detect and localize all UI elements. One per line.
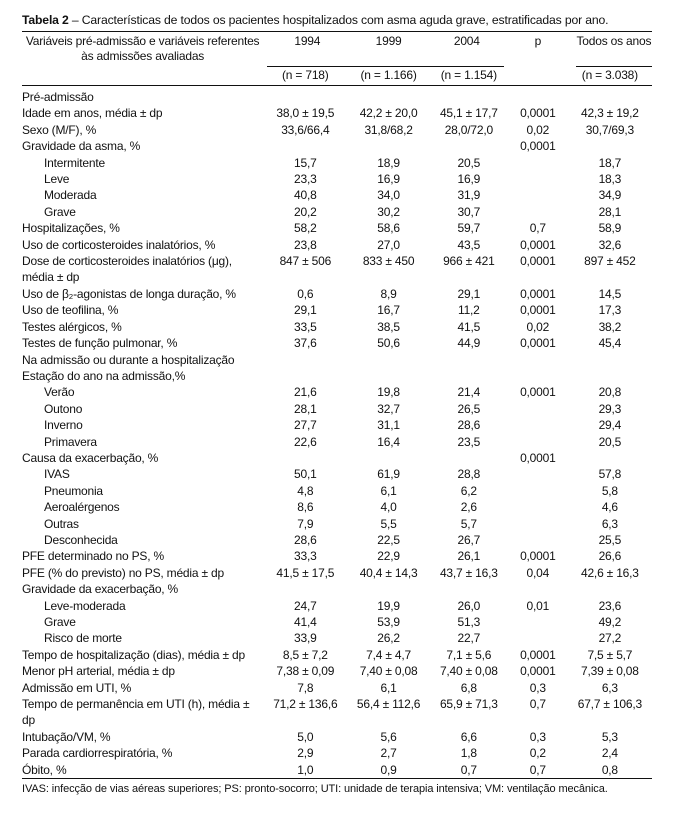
table-row <box>22 499 652 515</box>
value-all-years: 29,4 <box>598 418 622 433</box>
value-1994: 24,7 <box>294 598 317 613</box>
value-2004: 1,8 <box>460 746 477 761</box>
row-label: Risco de morte <box>44 631 122 646</box>
value-2004: 65,9 ± 71,3 <box>439 697 498 712</box>
patients-table <box>22 31 652 779</box>
row-label: PFE (% do previsto) no PS, média ± dp <box>22 565 224 580</box>
p-value <box>508 499 568 515</box>
p-value: 0,3 <box>529 680 546 695</box>
value-1994: 37,6 <box>294 336 317 351</box>
p-value: 0,0001 <box>520 385 556 400</box>
value-1999: 5,5 <box>380 516 397 531</box>
value-1999: 31,8/68,2 <box>364 122 413 137</box>
value-2004: 41,5 <box>457 319 481 334</box>
value-2004: 51,3 <box>457 615 481 629</box>
value-2004: 22,7 <box>457 631 481 646</box>
value-all-years: 5,8 <box>601 483 618 498</box>
table-row <box>22 204 652 220</box>
value-1999: 22,5 <box>377 532 400 547</box>
row-label: Tempo de hospitalização (dias), média ± dp <box>22 647 245 662</box>
value-1999: 16,9 <box>377 172 400 187</box>
value-1994: 33,9 <box>294 631 317 646</box>
value-2004: 966 ± 421 <box>443 254 495 269</box>
value-1999: 16,4 <box>377 434 400 449</box>
row-label: Admissão em UTI, % <box>22 680 132 695</box>
value-1994: 33,5 <box>294 319 317 334</box>
value-2004: 26,5 <box>457 401 481 416</box>
row-label: Outono <box>44 401 83 416</box>
row-label: Testes alérgicos, % <box>22 319 122 334</box>
n-1999: (n = 1.166) <box>360 68 417 82</box>
row-label: Primavera <box>44 434 97 449</box>
n-2004: (n = 1.154) <box>440 68 497 82</box>
value-1999: 53,9 <box>377 615 400 629</box>
row-label: Intermitente <box>44 155 105 170</box>
value-2004: 11,2 <box>457 303 480 318</box>
value-2004 <box>430 352 508 368</box>
value-1999: 31,1 <box>377 418 400 433</box>
value-1994: 8,5 ± 7,2 <box>282 647 328 662</box>
value-1999 <box>347 138 429 154</box>
value-2004: 43,7 ± 16,3 <box>439 565 498 580</box>
table-row <box>22 237 652 253</box>
value-2004 <box>430 368 508 384</box>
value-2004: 5,7 <box>460 516 477 531</box>
table-row <box>22 745 652 761</box>
value-2004: 45,1 ± 17,7 <box>439 106 498 121</box>
value-1994: 40,8 <box>294 188 317 203</box>
p-value <box>508 581 568 597</box>
value-1999: 42,2 ± 20,0 <box>359 106 418 121</box>
value-1994 <box>263 450 347 466</box>
p-value <box>508 86 568 106</box>
value-all-years: 14,5 <box>598 286 622 301</box>
table-row <box>22 630 652 646</box>
value-2004 <box>430 86 508 106</box>
p-value: 0,02 <box>526 122 550 137</box>
value-2004 <box>430 450 508 466</box>
table-container <box>22 12 652 795</box>
value-all-years: 67,7 ± 106,3 <box>577 697 642 712</box>
row-label: Desconhecida <box>44 532 118 547</box>
value-1994: 28,6 <box>294 532 317 547</box>
value-1994 <box>263 86 347 106</box>
value-2004: 6,8 <box>460 680 477 695</box>
row-label: Na admissão ou durante a hospitalização <box>22 352 235 367</box>
value-2004: 20,5 <box>457 155 481 170</box>
header-p: p <box>534 34 542 48</box>
p-value <box>508 401 568 417</box>
value-1994: 41,4 <box>294 615 317 629</box>
table-row <box>22 253 652 286</box>
p-value: 0,04 <box>526 565 550 580</box>
value-1999: 2,7 <box>380 746 397 761</box>
p-value <box>508 614 568 630</box>
p-value: 0,0001 <box>520 254 556 269</box>
row-label: Leve-moderada <box>44 598 126 613</box>
row-label: Hospitalizações, % <box>22 221 120 236</box>
table-row <box>22 532 652 548</box>
p-value <box>508 204 568 220</box>
value-1994: 23,3 <box>294 172 317 187</box>
value-1994: 27,7 <box>294 418 317 433</box>
table-row <box>22 368 652 384</box>
value-1994: 7,9 <box>297 516 314 531</box>
value-all-years: 0,8 <box>601 762 618 777</box>
p-value <box>508 630 568 646</box>
value-all-years: 20,8 <box>598 385 622 400</box>
value-1994: 33,3 <box>294 549 317 564</box>
p-value <box>508 516 568 532</box>
value-1994: 33,6/66,4 <box>281 122 330 137</box>
row-label: Uso de corticosteroides inalatórios, % <box>22 237 216 252</box>
value-1999 <box>347 86 429 106</box>
row-label: Dose de corticosteroides inalatórios (μg), média ± dp <box>22 254 232 285</box>
value-all-years: 18,7 <box>598 155 622 170</box>
value-all-years: 17,3 <box>598 303 622 318</box>
value-1994: 847 ± 506 <box>279 254 332 269</box>
value-all-years: 6,3 <box>601 680 618 695</box>
value-all-years <box>568 368 652 384</box>
table-row <box>22 319 652 335</box>
value-1999: 61,9 <box>377 467 400 482</box>
p-value <box>508 155 568 171</box>
row-label: IVAS <box>44 467 70 482</box>
p-value: 0,3 <box>529 729 546 744</box>
value-1999: 40,4 ± 14,3 <box>359 565 418 580</box>
p-value: 0,0001 <box>520 286 556 301</box>
p-value: 0,7 <box>529 221 546 236</box>
header-1999: 1999 <box>347 34 429 67</box>
p-value: 0,0001 <box>520 106 556 121</box>
table-row <box>22 647 652 663</box>
row-label: Óbito, % <box>22 762 67 777</box>
p-value <box>508 417 568 433</box>
value-2004: 28,0/72,0 <box>444 122 493 137</box>
value-1994: 5,0 <box>297 729 314 744</box>
p-value: 0,0001 <box>520 336 556 351</box>
p-value: 0,0001 <box>520 450 556 465</box>
table-row <box>22 335 652 351</box>
value-1994: 23,8 <box>294 237 317 252</box>
value-2004: 6,2 <box>460 483 477 498</box>
value-1994: 29,1 <box>294 303 317 318</box>
row-label: Sexo (M/F), % <box>22 122 97 137</box>
row-label: Outras <box>44 516 79 531</box>
value-2004: 0,7 <box>460 762 477 777</box>
value-1994: 22,6 <box>294 434 317 449</box>
p-value <box>508 483 568 499</box>
row-label: Inverno <box>44 418 83 433</box>
table-row <box>22 105 652 121</box>
table-row <box>22 663 652 679</box>
value-1999 <box>347 581 429 597</box>
table-row <box>22 434 652 450</box>
p-value <box>508 466 568 482</box>
p-value <box>508 171 568 187</box>
table-label: Tabela 2 <box>22 13 69 27</box>
value-2004: 43,5 <box>457 237 481 252</box>
row-label: Gravidade da exacerbação, % <box>22 582 179 597</box>
value-all-years: 26,6 <box>598 549 622 564</box>
value-1999: 32,7 <box>377 401 400 416</box>
table-row <box>22 565 652 581</box>
value-1999: 19,9 <box>377 598 400 613</box>
row-label: Leve <box>44 172 70 187</box>
value-1999 <box>347 450 429 466</box>
value-all-years: 5,3 <box>601 729 618 744</box>
value-2004 <box>430 581 508 597</box>
row-label: Uso de β₂-agonistas de longa duração, % <box>22 286 236 301</box>
p-value: 0,02 <box>526 319 550 334</box>
table-row <box>22 352 652 368</box>
p-value: 0,0001 <box>520 664 556 679</box>
value-all-years: 38,2 <box>598 319 622 334</box>
value-2004: 7,40 ± 0,08 <box>439 664 498 679</box>
value-all-years: 30,7/69,3 <box>585 122 634 137</box>
value-all-years: 23,6 <box>598 598 622 613</box>
table-row <box>22 450 652 466</box>
value-1999: 30,2 <box>377 204 400 219</box>
value-1999: 0,9 <box>380 762 397 777</box>
value-all-years: 58,9 <box>598 221 622 236</box>
p-value <box>508 352 568 368</box>
p-value <box>508 532 568 548</box>
n-1994: (n = 718) <box>282 68 329 82</box>
row-label: Grave <box>44 204 76 219</box>
row-label: Gravidade da asma, % <box>22 139 141 154</box>
value-1994: 4,8 <box>297 483 314 498</box>
table-footnote: IVAS: infecção de vias aéreas superiores; PS: pronto-socorro; UTI: unidade de terapia intensiva; VM: ventilação mecânica. <box>22 783 608 796</box>
value-2004: 26,7 <box>457 532 481 547</box>
table-row <box>22 548 652 564</box>
table-row <box>22 401 652 417</box>
value-2004: 28,6 <box>457 418 481 433</box>
table-row <box>22 762 652 779</box>
p-value: 0,0001 <box>520 139 556 154</box>
value-1994 <box>263 138 347 154</box>
row-label: Aeroalérgenos <box>44 500 120 515</box>
table-row <box>22 516 652 532</box>
value-1999: 6,1 <box>380 680 397 695</box>
value-all-years: 897 ± 452 <box>584 254 636 269</box>
header-2004: 2004 <box>430 34 504 67</box>
table-row <box>22 187 652 203</box>
value-2004: 6,6 <box>460 729 477 744</box>
value-2004: 21,4 <box>457 385 481 400</box>
value-all-years: 6,3 <box>601 516 618 531</box>
value-all-years: 4,6 <box>601 500 618 515</box>
value-1999: 27,0 <box>377 237 400 252</box>
table-row <box>22 696 652 729</box>
value-2004: 28,8 <box>457 467 481 482</box>
value-1999: 18,9 <box>377 155 400 170</box>
value-1999 <box>347 368 429 384</box>
value-all-years <box>568 138 652 154</box>
table-row <box>22 614 652 630</box>
value-1994: 50,1 <box>294 467 317 482</box>
row-label: Testes de função pulmonar, % <box>22 336 178 351</box>
value-all-years <box>568 352 652 368</box>
p-value: 0,0001 <box>520 237 556 252</box>
value-all-years: 7,5 ± 5,7 <box>587 647 633 662</box>
table-row <box>22 680 652 696</box>
table-row <box>22 155 652 171</box>
p-value: 0,7 <box>529 762 546 777</box>
table-row <box>22 581 652 597</box>
value-2004: 16,9 <box>457 172 481 187</box>
row-label: Menor pH arterial, média ± dp <box>22 664 175 679</box>
header-all-years: Todos os anos <box>576 34 652 67</box>
table-row <box>22 122 652 138</box>
value-all-years <box>568 581 652 597</box>
value-1999: 22,9 <box>377 549 400 564</box>
header-1994: 1994 <box>267 34 347 67</box>
value-all-years: 45,4 <box>598 336 622 351</box>
value-all-years: 7,39 ± 0,08 <box>580 664 639 679</box>
value-2004: 7,1 ± 5,6 <box>446 647 492 662</box>
value-all-years: 29,3 <box>598 401 622 416</box>
value-all-years: 2,4 <box>601 746 618 761</box>
header-variables: Variáveis pré-admissão e variáveis referentes às admissões avaliadas <box>22 32 263 86</box>
p-value: 0,2 <box>529 746 546 761</box>
value-1994: 2,9 <box>297 746 314 761</box>
value-1994: 0,6 <box>297 286 314 301</box>
value-2004: 26,1 <box>457 549 481 564</box>
value-2004: 30,7 <box>457 204 481 219</box>
value-1999: 5,6 <box>380 729 397 744</box>
row-label: Pneumonia <box>44 483 103 498</box>
value-1999: 38,5 <box>377 319 400 334</box>
table-caption <box>22 12 652 28</box>
p-value: 0,0001 <box>520 303 556 318</box>
value-all-years: 18,3 <box>598 172 622 187</box>
row-label: Intubação/VM, % <box>22 729 111 744</box>
value-1994: 21,6 <box>294 385 317 400</box>
table-row <box>22 384 652 400</box>
value-all-years: 49,2 <box>598 615 622 629</box>
row-label: Moderada <box>44 188 97 203</box>
table-row <box>22 86 652 106</box>
value-2004: 2,6 <box>460 500 477 515</box>
value-1994: 38,0 ± 19,5 <box>276 106 335 121</box>
value-1994: 20,2 <box>294 204 317 219</box>
value-1999: 58,6 <box>377 221 400 236</box>
row-label: Uso de teofilina, % <box>22 303 119 318</box>
value-1994: 41,5 ± 17,5 <box>276 565 335 580</box>
p-value: 0,0001 <box>520 647 556 662</box>
value-1999: 50,6 <box>377 336 400 351</box>
value-1994: 8,6 <box>297 500 314 515</box>
row-label: Causa da exacerbação, % <box>22 450 159 465</box>
caption-text: – Características de todos os pacientes hospitalizados com asma aguda grave, estratificadas por ano. <box>68 13 609 27</box>
value-all-years <box>568 450 652 466</box>
value-1994 <box>263 581 347 597</box>
value-1994: 1,0 <box>297 762 314 777</box>
value-1994: 71,2 ± 136,6 <box>273 697 338 712</box>
table-row <box>22 138 652 154</box>
p-value: 0,7 <box>529 697 546 712</box>
value-2004: 23,5 <box>457 434 481 449</box>
p-value <box>508 187 568 203</box>
value-1999 <box>347 352 429 368</box>
value-1994: 28,1 <box>294 401 317 416</box>
value-1999: 26,2 <box>377 631 400 646</box>
value-all-years <box>568 86 652 106</box>
table-row <box>22 171 652 187</box>
value-2004 <box>430 138 508 154</box>
table-row <box>22 466 652 482</box>
value-2004: 29,1 <box>457 286 481 301</box>
value-2004: 59,7 <box>457 221 481 236</box>
row-label: Verão <box>44 385 75 400</box>
table-row <box>22 483 652 499</box>
table-row <box>22 417 652 433</box>
value-all-years: 57,8 <box>598 467 622 482</box>
value-1999: 4,0 <box>380 500 397 515</box>
value-1994 <box>263 352 347 368</box>
value-all-years: 28,1 <box>598 204 622 219</box>
value-1999: 7,4 ± 4,7 <box>366 647 411 662</box>
table-row <box>22 220 652 236</box>
value-1999: 34,0 <box>377 188 400 203</box>
row-label: Estação do ano na admissão,% <box>22 368 186 383</box>
p-value: 0,0001 <box>520 549 556 564</box>
value-all-years: 34,9 <box>598 188 622 203</box>
table-row <box>22 598 652 614</box>
value-1999: 833 ± 450 <box>362 254 415 269</box>
p-value <box>508 434 568 450</box>
value-1994: 15,7 <box>294 155 317 170</box>
value-1999: 16,7 <box>377 303 400 318</box>
value-all-years: 42,3 ± 19,2 <box>580 106 639 121</box>
value-2004: 26,0 <box>457 598 481 613</box>
value-1994: 7,8 <box>297 680 314 695</box>
row-label: Pré-admissão <box>22 90 94 104</box>
row-label: Idade em anos, média ± dp <box>22 106 163 121</box>
row-label: Grave <box>44 615 76 629</box>
value-1999: 19,8 <box>377 385 400 400</box>
value-1994: 7,38 ± 0,09 <box>276 664 335 679</box>
value-1999: 7,40 ± 0,08 <box>359 664 418 679</box>
value-2004: 44,9 <box>457 336 481 351</box>
p-value: 0,01 <box>526 598 550 613</box>
value-all-years: 42,6 ± 16,3 <box>580 565 639 580</box>
table-row <box>22 729 652 745</box>
value-2004: 31,9 <box>457 188 481 203</box>
value-all-years: 20,5 <box>598 434 622 449</box>
value-1994: 58,2 <box>294 221 317 236</box>
value-all-years: 32,6 <box>598 237 622 252</box>
value-all-years: 25,5 <box>598 532 622 547</box>
value-1999: 6,1 <box>380 483 397 498</box>
value-all-years: 27,2 <box>598 631 622 646</box>
value-1999: 8,9 <box>380 286 397 301</box>
row-label: Parada cardiorrespiratória, % <box>22 746 173 761</box>
n-all: (n = 3.038) <box>581 68 638 82</box>
p-value <box>508 368 568 384</box>
value-1999: 56,4 ± 112,6 <box>356 697 421 712</box>
row-label: PFE determinado no PS, % <box>22 549 164 564</box>
row-label: Tempo de permanência em UTI (h), média ± dp <box>22 697 250 728</box>
table-row <box>22 286 652 302</box>
table-row <box>22 302 652 318</box>
value-1994 <box>263 368 347 384</box>
